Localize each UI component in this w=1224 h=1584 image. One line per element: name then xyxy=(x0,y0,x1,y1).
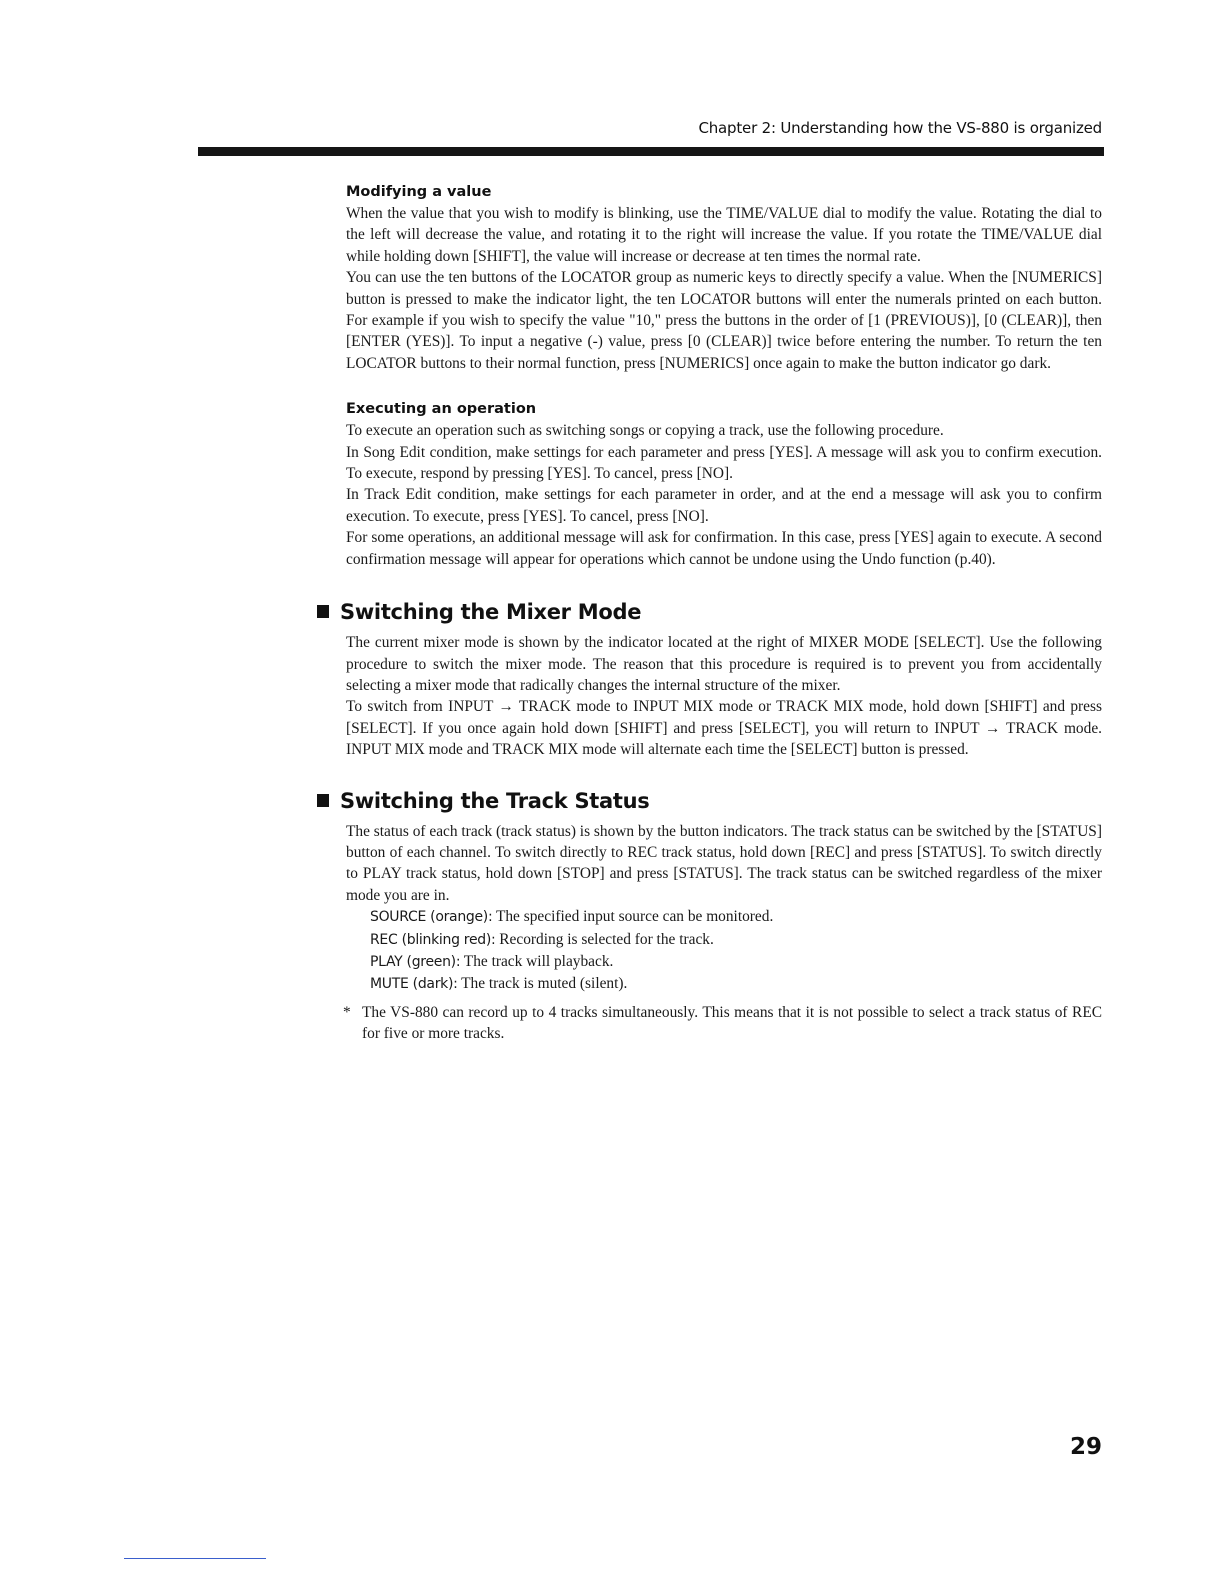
status-name: SOURCE (orange): xyxy=(370,909,493,926)
square-bullet-icon xyxy=(317,605,329,618)
section-mixer-mode xyxy=(346,632,1102,760)
subheading-modifying-value: Modifying a value xyxy=(346,184,492,200)
section-heading-text: Switching the Track Status xyxy=(340,788,650,813)
paragraph: The current mixer mode is shown by the indicator located at the right of MIXER MODE [SELECT]. Use the following procedure to switch the mixer mode. The reason that this procedure is required is to prevent you from accidentally selecting a mixer mode that radically changes the internal structure of the mixer. xyxy=(346,634,1102,694)
section-modifying-value xyxy=(346,181,1102,374)
paragraph: To switch from INPUT → TRACK mode to INPUT MIX mode or TRACK MIX mode, hold down [SHIFT] and press [SELECT]. If you once again hold down [SHIFT] and press [SELECT], you will return to INPUT → TRACK mode. INPUT MIX mode and TRACK MIX mode will alternate each time the [SELECT] button is pressed. xyxy=(346,698,1102,759)
paragraph: When the value that you wish to modify is blinking, use the TIME/VALUE dial to modify the value. Rotating the dial to the left will decrease the value, and rotating it to the right will increase the value. If you rotate the TIME/VALUE dial while holding down [SHIFT], the value will increase or decrease at ten times the normal rate. xyxy=(346,205,1102,265)
status-description: The specified input source can be monitored. xyxy=(492,908,774,926)
list-item xyxy=(370,951,1102,973)
status-name: MUTE (dark): xyxy=(370,976,458,993)
status-name: REC (blinking red): xyxy=(370,931,496,948)
section-heading-track-status xyxy=(317,787,1102,815)
list-item xyxy=(370,929,1102,951)
paragraph: The status of each track (track status) is shown by the button indicators. The track status can be switched by the [STATUS] button of each channel. To switch directly to REC track status, hold down [REC] and press [STATUS]. To switch directly to PLAY track status, hold down [STOP] and press [STATUS]. The track status can be switched regardless of the mixer mode you are in. xyxy=(346,822,1102,904)
status-description: Recording is selected for the track. xyxy=(495,930,714,948)
page-content xyxy=(340,181,1102,1045)
square-bullet-icon xyxy=(317,794,329,807)
paragraph: In Track Edit condition, make settings for each parameter in order, and at the end a message will ask you to confirm execution. To execute, press [YES]. To cancel, press [NO]. xyxy=(346,486,1102,525)
note xyxy=(343,1002,1102,1045)
note-asterisk: * xyxy=(343,1003,351,1021)
header-rule xyxy=(198,147,1104,156)
page-number: 29 xyxy=(1069,1434,1102,1460)
section-track-status xyxy=(343,821,1102,1045)
list-item xyxy=(370,906,1102,928)
paragraph: You can use the ten buttons of the LOCATOR group as numeric keys to directly specify a value. When the [NUMERICS] button is pressed to make the indicator light, the ten LOCATOR buttons will enter the numerals printed on each button. For example if you wish to specify the value "10," press the buttons in the order of [1 (PREVIOUS)], [0 (CLEAR)], then [ENTER (YES)]. To input a negative (-) value, press [0 (CLEAR)] twice before entering the number. To return the ten LOCATOR buttons to their normal function, press [NUMERICS] once again to make the button indicator go dark. xyxy=(346,269,1102,372)
section-heading-mixer-mode xyxy=(317,598,1102,626)
status-name: PLAY (green): xyxy=(370,953,461,970)
track-status-list xyxy=(370,906,1102,996)
running-header: Chapter 2: Understanding how the VS-880 is organized xyxy=(698,119,1102,137)
section-heading-text: Switching the Mixer Mode xyxy=(340,600,642,625)
footer-line xyxy=(124,1558,266,1559)
subheading-executing-operation: Executing an operation xyxy=(346,401,537,418)
note-text: The VS-880 can record up to 4 tracks simultaneously. This means that it is not possible to select a track status of REC for five or more tracks. xyxy=(362,1003,1102,1043)
paragraph: To execute an operation such as switching songs or copying a track, use the following procedure. xyxy=(346,422,944,440)
list-item xyxy=(370,973,1102,995)
paragraph: For some operations, an additional message will ask for confirmation. In this case, press [YES] again to execute. A second confirmation message will appear for operations which cannot be undone using the Undo function (p.40). xyxy=(346,529,1102,568)
status-description: The track will playback. xyxy=(460,952,614,970)
section-executing-operation xyxy=(346,398,1102,570)
paragraph: In Song Edit condition, make settings for each parameter and press [YES]. A message will ask you to confirm execution. To execute, respond by pressing [YES]. To cancel, press [NO]. xyxy=(346,443,1102,483)
status-description: The track is muted (silent). xyxy=(457,975,628,993)
